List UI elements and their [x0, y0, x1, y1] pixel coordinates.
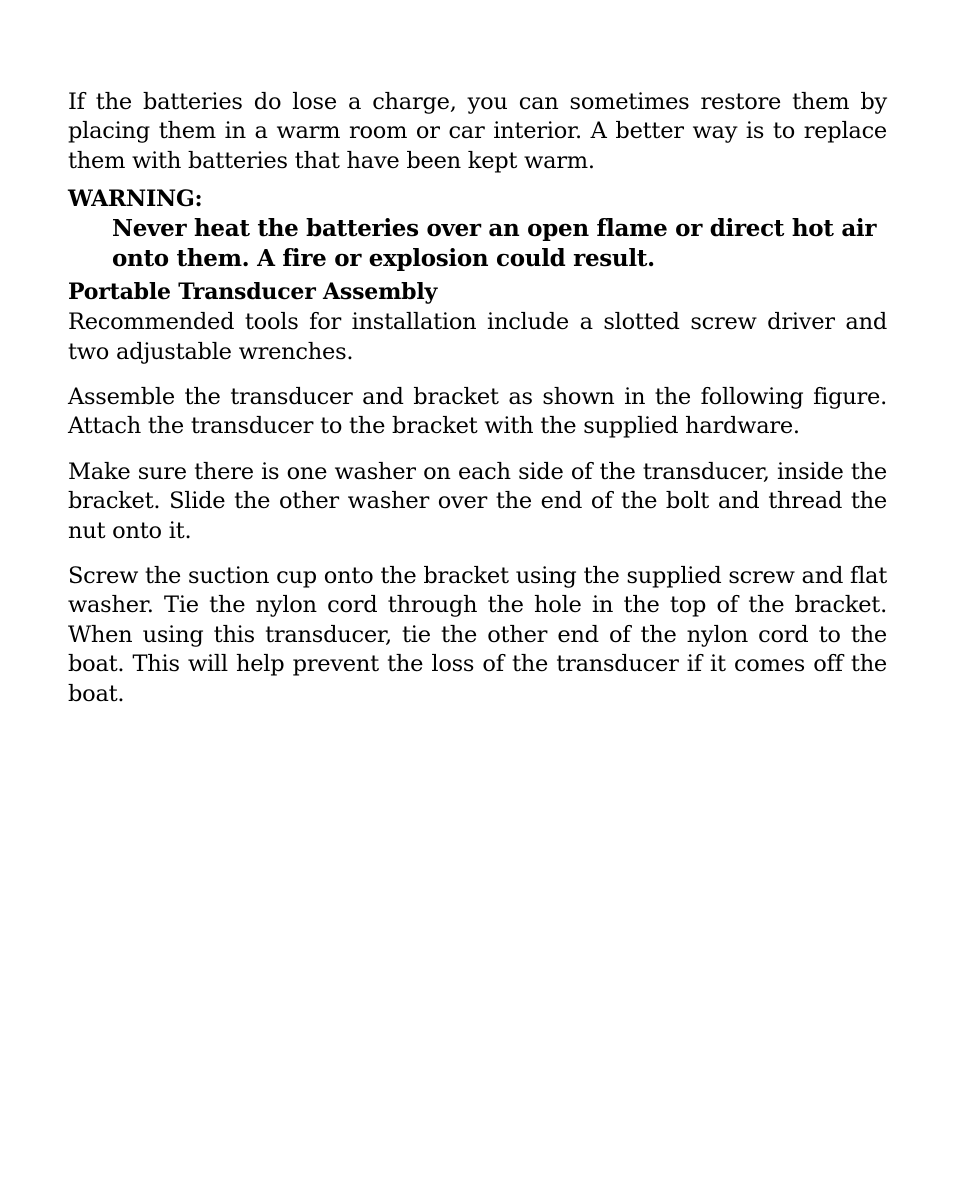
intro-paragraph: If the batteries do lose a charge, you can sometimes restore them by placing them in a warm room or car interior. A better way is to replace them with batteries that have been kept warm. — [68, 89, 887, 174]
tools-paragraph: Recommended tools for installation include a slotted screw driver and two adjustable wrenches. — [68, 309, 887, 365]
assemble-paragraph: Assemble the transducer and bracket as shown in the following figure. Attach the transducer to the bracket with the supplied hardware. — [68, 384, 887, 440]
warning-block — [68, 185, 887, 274]
warning-label: WARNING: — [68, 186, 203, 213]
washer-paragraph: Make sure there is one washer on each side of the transducer, inside the bracket. Slide the other washer over the end of the bolt and thread the nut onto it. — [68, 458, 887, 544]
section-heading: Portable Transducer Assembly — [68, 279, 438, 306]
suction-cup-paragraph: Screw the suction cup onto the bracket using the supplied screw and flat washer. Tie the nylon cord through the hole in the top of the bracket. When using this transducer, tie the other end of the nylon cord to the boat. This will help prevent the loss of the transducer if it comes off the boat. — [68, 563, 887, 707]
document-page — [68, 88, 887, 709]
portable-transducer-section — [68, 278, 887, 709]
warning-text: Never heat the batteries over an open flame or direct hot air onto them. A fire or explosion could result. — [112, 215, 877, 273]
